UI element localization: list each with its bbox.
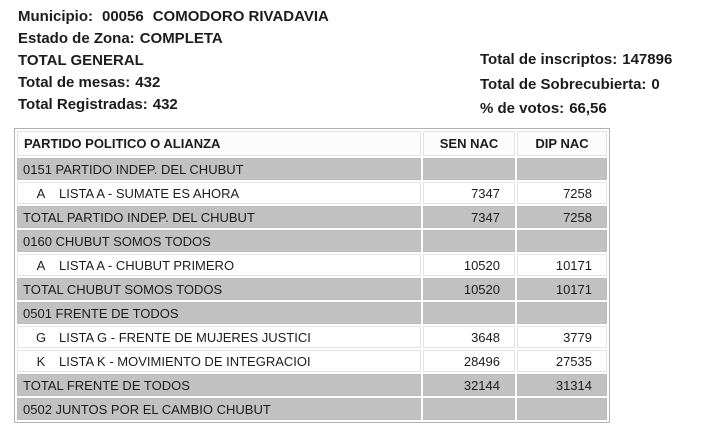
lista-row [17,182,607,204]
party-name: 0501 FRENTE DE TODOS [17,302,421,324]
lista-row [17,326,607,348]
lista-name [17,350,421,372]
lista-label: LISTA A - SUMATE ES AHORA [59,185,240,201]
sen-nac-value: 7347 [423,182,515,204]
party-band-row-clipped [17,398,607,420]
dip-nac-value: 10171 [517,278,607,300]
party-name: 0151 PARTIDO INDEP. DEL CHUBUT [17,158,421,180]
estado-zona-label: Estado de Zona: [18,30,135,47]
porcentaje-votos-line [480,97,672,122]
lista-name [17,254,421,276]
total-sobrecubierta-value: 0 [651,75,660,93]
total-registradas-line [18,94,329,116]
sen-nac-value [423,158,515,180]
party-band-row [17,302,607,324]
dip-nac-value: 31314 [517,374,607,396]
dip-nac-value [517,398,607,420]
total-registradas-label: Total Registradas: [18,96,148,113]
dip-nac-value [517,302,607,324]
municipio-line [18,6,329,28]
party-band-row [17,158,607,180]
summary-left-block [18,6,329,116]
lista-letter: A [36,185,46,201]
column-header-dip-nac: DIP NAC [517,131,607,156]
total-name: TOTAL FRENTE DE TODOS [17,374,421,396]
sen-nac-value: 10520 [423,254,515,276]
total-mesas-value: 432 [135,74,161,91]
sen-nac-value [423,398,515,420]
total-name: TOTAL PARTIDO INDEP. DEL CHUBUT [17,206,421,228]
summary-right-block [480,48,672,122]
lista-row [17,350,607,372]
dip-nac-value: 27535 [517,350,607,372]
lista-label: LISTA K - MOVIMIENTO DE INTEGRACIOI [59,353,311,369]
lista-label: LISTA G - FRENTE DE MUJERES JUSTICI [59,329,311,345]
party-total-row [17,374,607,396]
sen-nac-value: 10520 [423,278,515,300]
sen-nac-value: 3648 [423,326,515,348]
sen-nac-value: 32144 [423,374,515,396]
lista-letter: G [35,329,47,345]
estado-zona-value: COMPLETA [139,30,223,47]
estado-zona-line [18,28,329,50]
municipio-code: 00056 [102,8,144,25]
lista-name [17,326,421,348]
total-mesas-line [18,72,329,94]
total-inscriptos-label: Total de inscriptos: [480,51,618,68]
lista-label: LISTA A - CHUBUT PRIMERO [59,257,235,273]
sen-nac-value [423,302,515,324]
sen-nac-value [423,230,515,252]
results-table [14,128,610,423]
porcentaje-votos-value: 66,56 [569,100,607,117]
lista-letter: K [36,353,46,369]
lista-letter: A [36,257,46,273]
sen-nac-value: 7347 [423,206,515,228]
total-inscriptos-value: 147896 [622,51,673,68]
column-header-party: PARTIDO POLITICO O ALIANZA [17,131,421,156]
municipio-name: COMODORO RIVADAVIA [152,8,329,25]
dip-nac-value: 10171 [517,254,607,276]
total-sobrecubierta-line [480,73,672,98]
total-registradas-value: 432 [152,96,178,113]
porcentaje-votos-label: % de votos: [480,100,565,117]
party-total-row [17,278,607,300]
dip-nac-value [517,158,607,180]
column-header-sen-nac: SEN NAC [423,131,515,156]
party-name: 0160 CHUBUT SOMOS TODOS [17,230,421,252]
lista-row [17,254,607,276]
dip-nac-value: 7258 [517,182,607,204]
party-total-row [17,206,607,228]
total-inscriptos-line [480,48,672,73]
total-general-title: TOTAL GENERAL [18,52,144,69]
dip-nac-value [517,230,607,252]
sen-nac-value: 28496 [423,350,515,372]
lista-name [17,182,421,204]
dip-nac-value: 3779 [517,326,607,348]
dip-nac-value: 7258 [517,206,607,228]
table-header-row [17,131,607,156]
total-mesas-label: Total de mesas: [18,74,131,91]
municipio-label: Municipio: [18,8,93,25]
total-sobrecubierta-label: Total de Sobrecubierta: [480,75,647,93]
total-name: TOTAL CHUBUT SOMOS TODOS [17,278,421,300]
party-band-row [17,230,607,252]
party-name: 0502 JUNTOS POR EL CAMBIO CHUBUT [17,398,421,420]
